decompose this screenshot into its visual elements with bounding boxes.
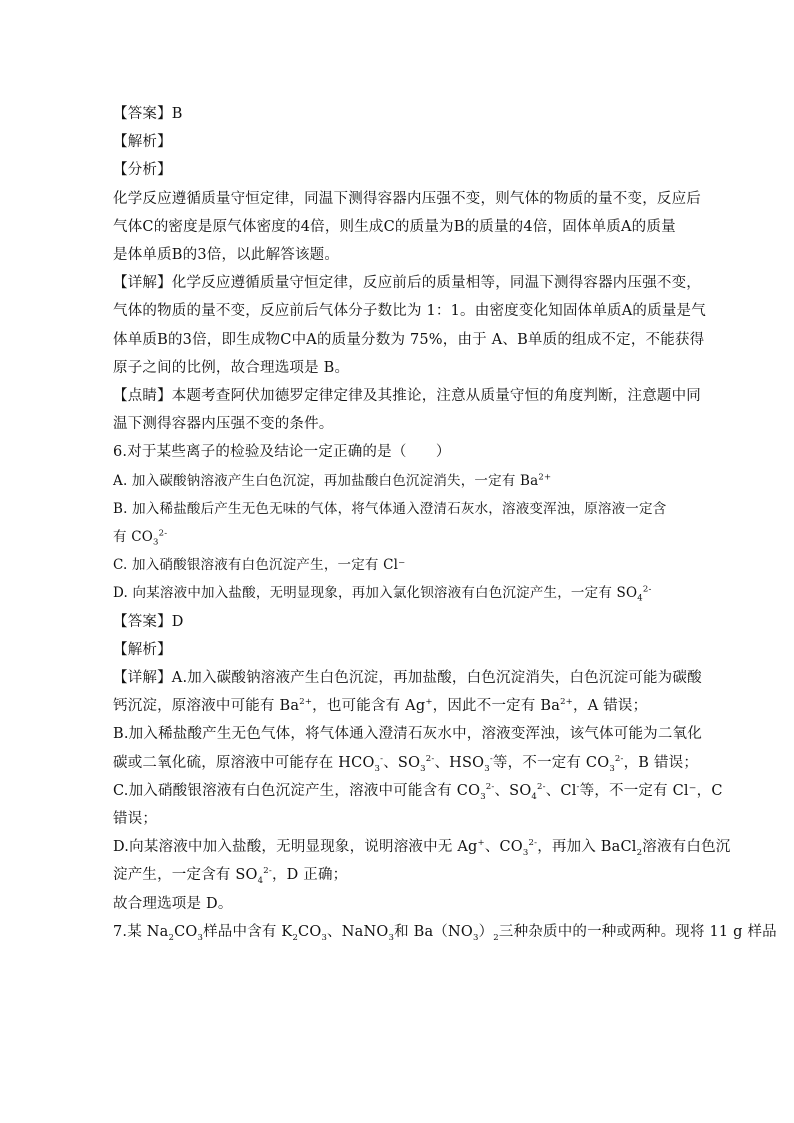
- option-c: C. 加入硝酸银溶液有白色沉淀产生，一定有 Cl⁻: [113, 557, 406, 574]
- paragraph-line: 气体的物质的量不变，反应前后气体分子数比为 1：1。由密度变化知固体单质A的质量是气: [113, 303, 706, 320]
- option-a: A. 加入碳酸钠溶液产生白色沉淀，再加盐酸白色沉淀消失，一定有 $Ba^{2+}$: [113, 472, 552, 489]
- conclusion-line: 故合理选项是 D。: [113, 895, 233, 912]
- paragraph-line: 【详解】化学反应遵循质量守恒定律，反应前后的质量相等，同温下测得容器内压强不变，: [113, 275, 701, 292]
- paragraph-line: 原子之间的比例，故合理选项是 B。: [113, 359, 350, 376]
- paragraph-line: 钙沉淀，原溶液中可能有 $Ba^{2+}$，也可能含有 Ag+，因此不一定有 $Ba^{2+}$，A 错误；: [113, 697, 648, 715]
- paragraph-line: 化学反应遵循质量守恒定律，同温下测得容器内压强不变，则气体的物质的量不变，反应后: [113, 190, 701, 207]
- answer-label: 【答案】B: [113, 106, 183, 122]
- analysis-label: 【解析】: [113, 641, 172, 658]
- analysis-label: 【解析】: [113, 134, 172, 151]
- option-d: D. 向某溶液中加入盐酸，无明显现象，再加入氯化钡溶液有白色沉淀产生，一定有 $SO_4^{2-}$: [113, 584, 652, 605]
- paragraph-line: C.加入硝酸银溶液有白色沉淀产生，溶液中可能含有 $CO_3^{2-}$、$SO_4^{2-}$、Cl-等，不一定有 Cl⁻，C: [113, 782, 723, 802]
- paragraph-line: D.向某溶液中加入盐酸，无明显现象，说明溶液中无 Ag+、$CO_3^{2-}$，再加入 BaCl$_2$溶液有白色沉: [113, 838, 731, 859]
- paragraph-line: B.加入稀盐酸产生无色气体，将气体通入澄清石灰水中，溶液变浑浊，该气体可能为二氧化: [113, 726, 702, 743]
- option-b: B. 加入稀盐酸后产生无色无味的气体，将气体通入澄清石灰水，溶液变浑浊，原溶液一定含: [113, 500, 667, 517]
- paragraph-line: 气体C的密度是原气体密度的4倍，则生成C的质量为B的质量的4倍，固体单质A的质量: [113, 218, 676, 235]
- paragraph-line: 淀产生，一定含有 $SO_4^{2-}$，D 正确；: [113, 866, 348, 887]
- paragraph-line: 【详解】A.加入碳酸钠溶液产生白色沉淀，再加盐酸，白色沉淀消失，白色沉淀可能为碳酸: [113, 670, 702, 687]
- paragraph-line: 碳或二氧化硫，原溶液中可能存在 $HCO_3^-$、$SO_3^{2-}$、$HSO_3^-$等，不一定有 $CO_3^{2-}$，B 错误；: [113, 753, 699, 774]
- paragraph-line: 错误；: [113, 811, 158, 828]
- question-6-stem: 6.对于某些离子的检验及结论一定正确的是（ ）: [113, 444, 451, 461]
- paragraph-line: 体单质B的3倍，即生成物C中A的质量分数为 75%，由于 A、B单质的组成不定，不能获得: [113, 331, 705, 348]
- option-b-continued: 有 $CO_3^{2-}$: [113, 528, 168, 548]
- fenxi-label: 【分析】: [113, 162, 172, 179]
- paragraph-line: 是体单质B的3倍，以此解答该题。: [113, 247, 340, 264]
- document-body: [113, 100, 777, 946]
- question-7-stem: 7.某 $Na_2CO_3$样品中含有 $K_2CO_3$、NaNO$_3$和 $Ba(NO_3)_2$三种杂质中的一种或两种。现将 11 g 样品: [113, 923, 777, 943]
- paragraph-line: 温下测得容器内压强不变的条件。: [113, 416, 334, 433]
- paragraph-line: 【点睛】本题考查阿伏加德罗定律定律及其推论，注意从质量守恒的角度判断，注意题中同: [113, 388, 701, 405]
- answer-label: 【答案】D: [113, 613, 184, 630]
